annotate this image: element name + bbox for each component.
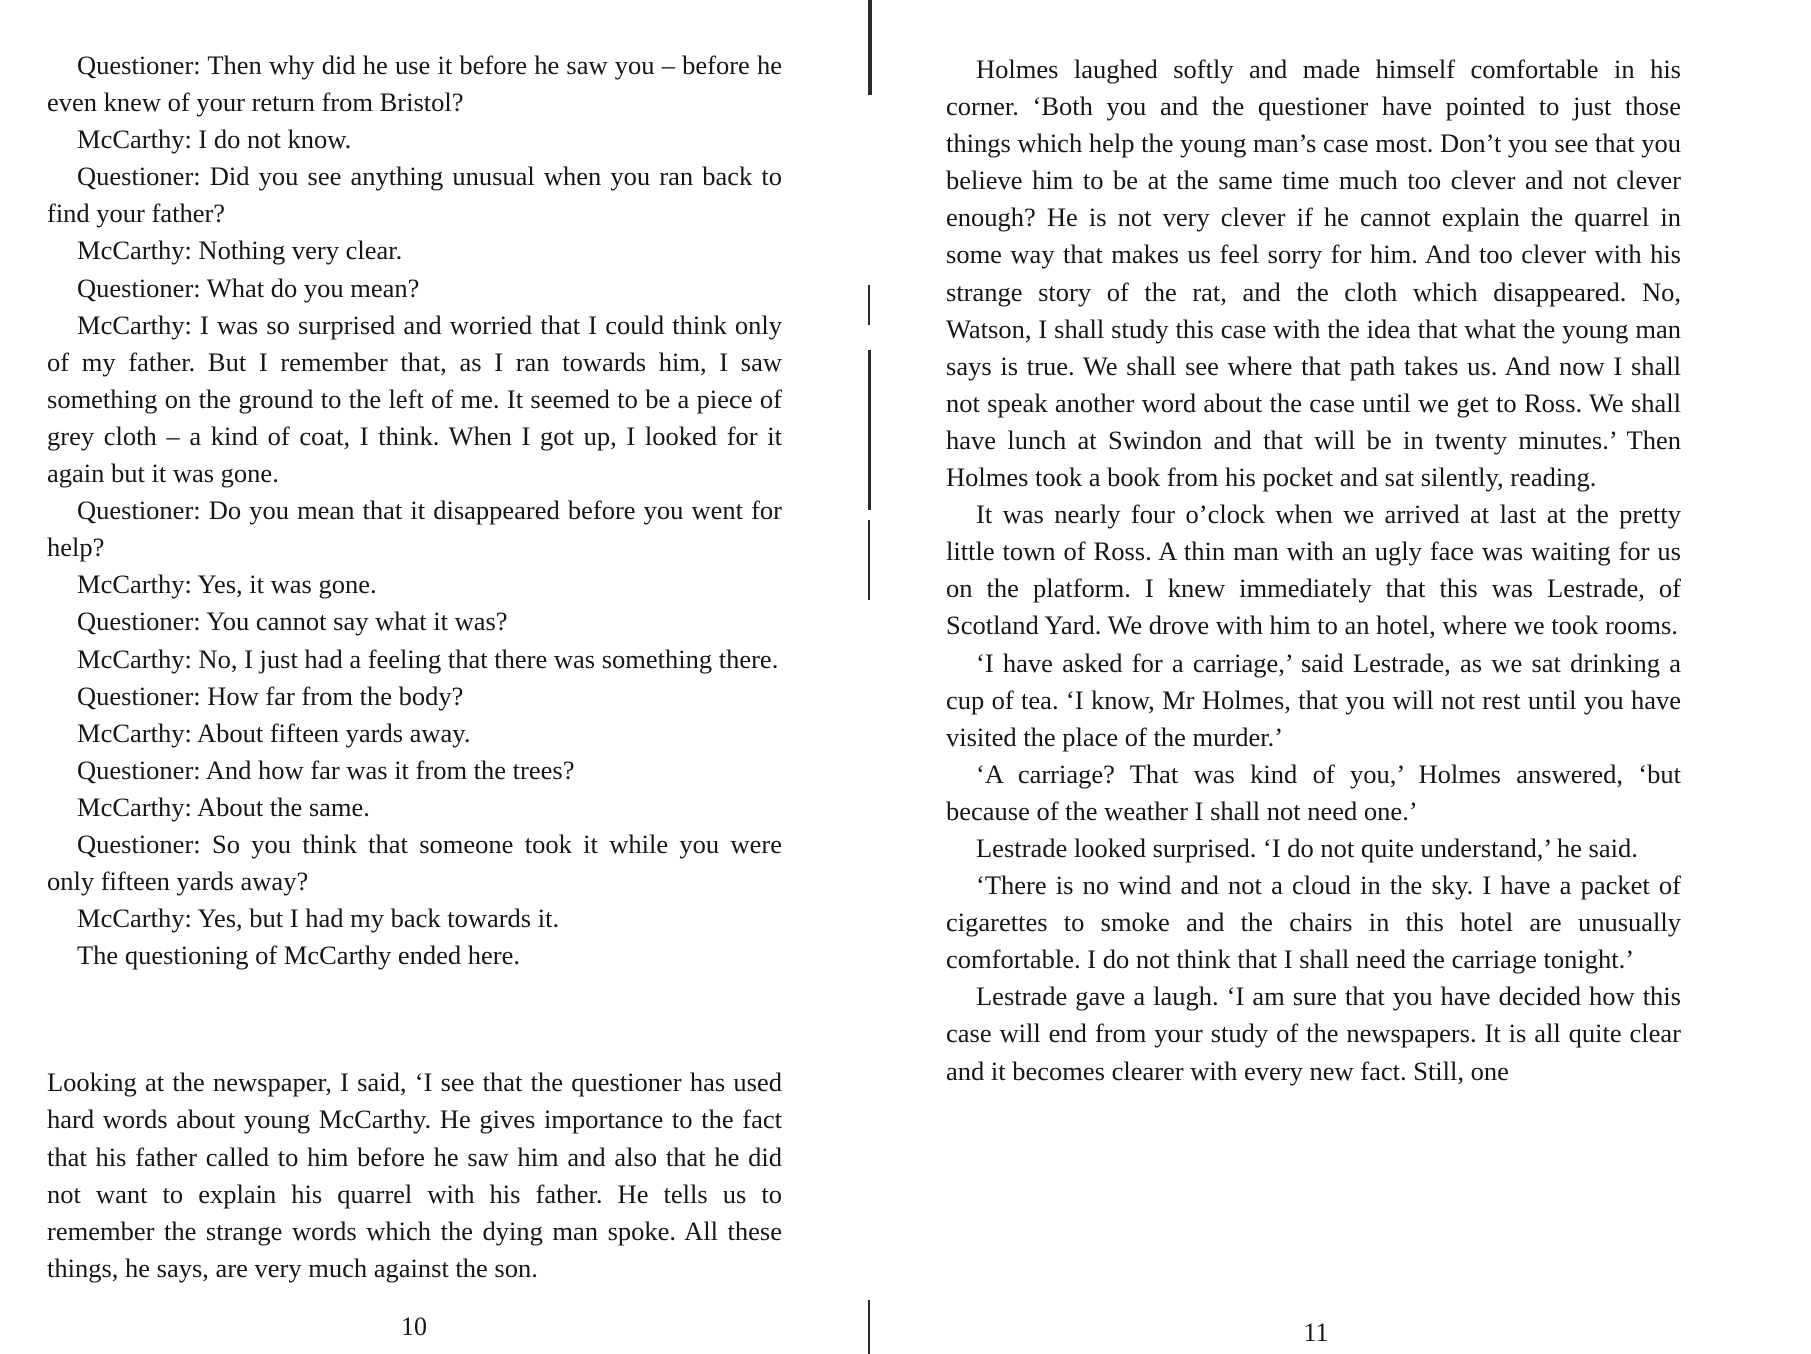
paragraph: McCarthy: Yes, but I had my back towards it. (77, 903, 560, 934)
page-number-right: 11 (1303, 1318, 1329, 1347)
paragraph: Questioner: So you think that someone took it while you were only fifteen yards away? (47, 828, 782, 897)
paragraph: Questioner: Then why did he use it before he saw you – before he even knew of your return from Bristol? (47, 50, 782, 118)
paragraph: McCarthy: Yes, it was gone. (77, 569, 377, 600)
left-page-text (47, 47, 782, 1287)
paragraph: ‘I have asked for a carriage,’ said Lestrade, as we sat drinking a cup of tea. ‘I know, Mr Holmes, that you will not rest until you have visited the place of the murder.’ (946, 647, 1681, 752)
paragraph: Questioner: Did you see anything unusual when you ran back to find your father? (47, 161, 782, 229)
paragraph: McCarthy: I do not know. (77, 124, 352, 155)
paragraph: The questioning of McCarthy ended here. (77, 940, 521, 971)
paragraph: Questioner: How far from the body? (77, 680, 464, 711)
paragraph: McCarthy: About fifteen yards away. (77, 717, 471, 748)
right-page-text (946, 51, 1681, 1090)
paragraph: McCarthy: About the same. (77, 791, 370, 822)
paragraph: Lestrade gave a laugh. ‘I am sure that you have decided how this case will end from your study of the newspapers. It is all quite clear and it becomes clearer with every new fact. Still, one (946, 981, 1681, 1086)
paragraph: Lestrade looked surprised. ‘I do not quite understand,’ he said. (976, 832, 1638, 863)
section-break (47, 1001, 782, 1038)
book-gutter (868, 0, 872, 1354)
paragraph: ‘There is no wind and not a cloud in the sky. I have a packet of cigarettes to smoke and the chairs in this hotel are unusually comfortable. I do not think that I shall need the carriage tonight.’ (946, 870, 1681, 975)
paragraph: Questioner: And how far was it from the trees? (77, 754, 575, 785)
paragraph: Questioner: Do you mean that it disappeared before you went for help? (47, 495, 782, 563)
paragraph: Holmes laughed softly and made himself comfortable in his corner. ‘Both you and the questioner have pointed to just those things which help the young man’s case most. Don’t you see that you believe him to be at the same time much too clever and not clever enough? He is not very clever if he cannot explain the quarrel in some way that makes us feel sorry for him. And too clever with his strange story of the rat, and the cloth which disappeared. No, Watson, I shall study this case with the idea that what the young man says is true. We shall see where that path takes us. And now I shall not speak another word about the case until we get to Ross. We shall have lunch at Swindon and that will be in twenty minutes.’ Then Holmes took a book from his pocket and sat silently, reading. (946, 54, 1681, 493)
page-number-left: 10 (401, 1312, 427, 1341)
paragraph: McCarthy: I was so surprised and worried that I could think only of my father. But I remember that, as I ran towards him, I saw something on the ground to the left of me. It seemed to be a piece of grey cloth – a kind of coat, I think. When I got up, I looked for it again but it was gone. (47, 309, 782, 489)
paragraph: ‘A carriage? That was kind of you,’ Holmes answered, ‘but because of the weather I shall not need one.’ (946, 758, 1681, 826)
paragraph: Looking at the newspaper, I said, ‘I see that the questioner has used hard words about young McCarthy. He gives importance to the fact that his father called to him before he saw him and also that he did not want to explain his quarrel with his father. He tells us to remember the strange words which the dying man spoke. All these things, he says, are very much against the son. (47, 1067, 782, 1283)
paragraph: McCarthy: No, I just had a feeling that there was something there. (77, 643, 779, 674)
paragraph: Questioner: You cannot say what it was? (77, 606, 508, 637)
paragraph: Questioner: What do you mean? (77, 272, 420, 303)
paragraph: McCarthy: Nothing very clear. (77, 235, 403, 266)
paragraph: It was nearly four o’clock when we arrived at last at the pretty little town of Ross. A thin man with an ugly face was waiting for us on the platform. I knew immediately that this was Lestrade, of Scotland Yard. We drove with him to an hotel, where we took rooms. (946, 499, 1681, 641)
